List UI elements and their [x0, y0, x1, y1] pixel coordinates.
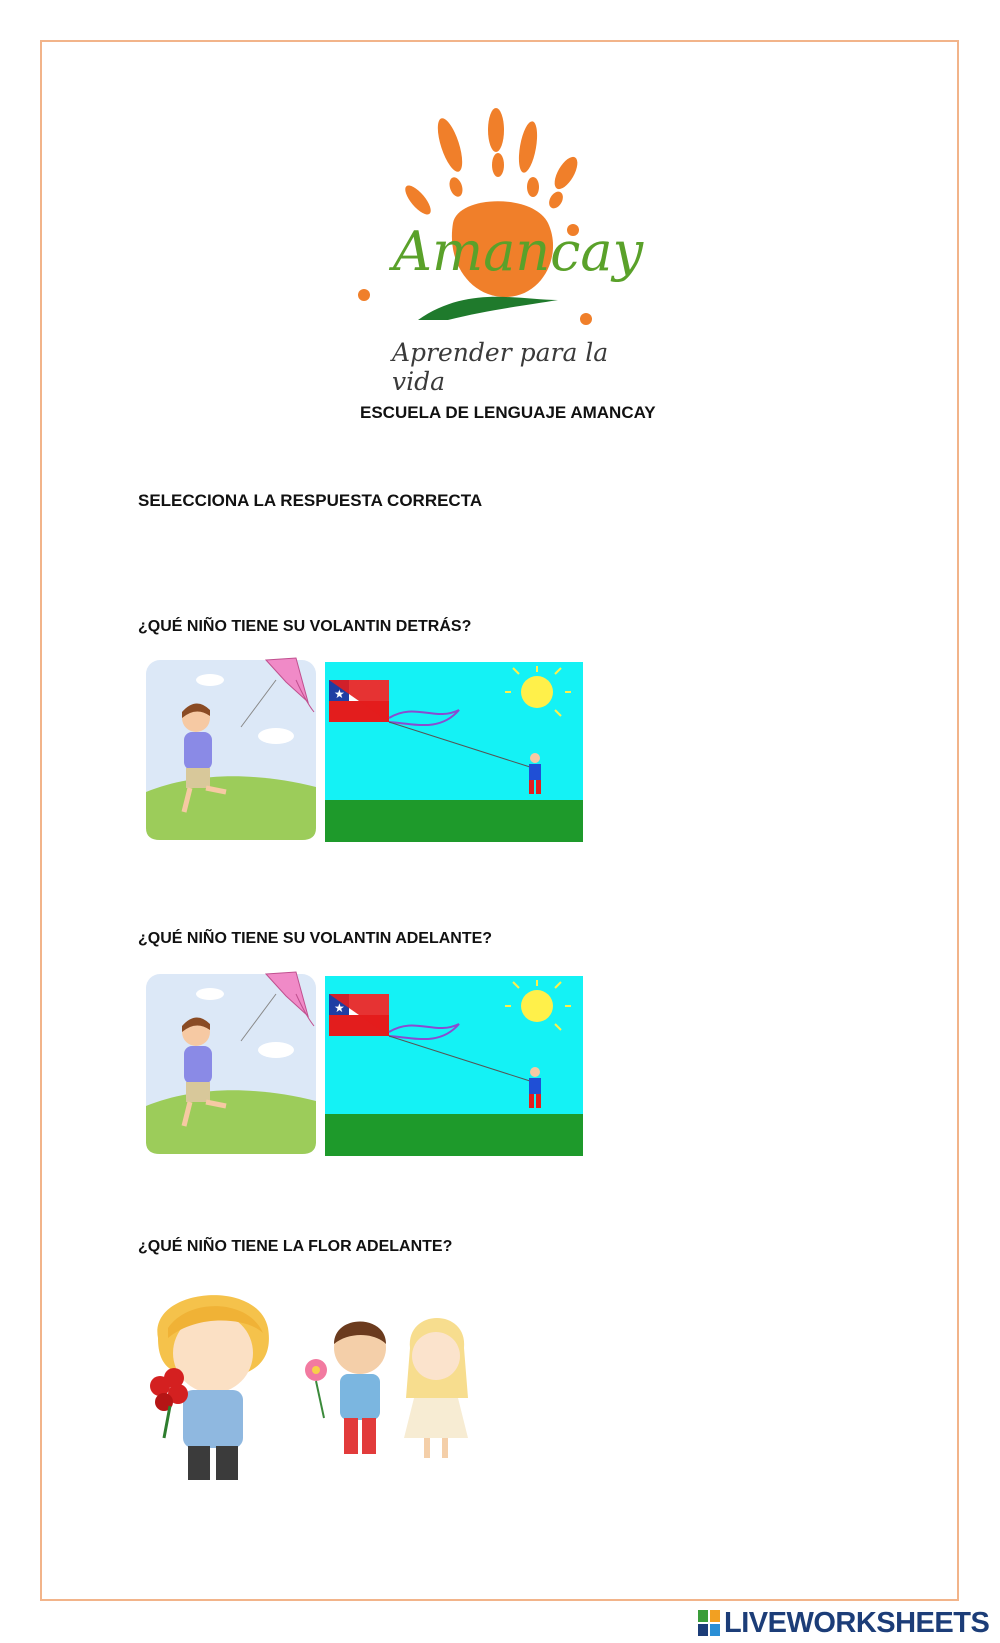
- school-name: ESCUELA DE LENGUAJE AMANCAY: [360, 403, 656, 422]
- liveworksheets-brand-text: LIVEWORKSHEETS: [724, 1606, 990, 1639]
- instruction-text: SELECCIONA LA RESPUESTA CORRECTA: [138, 491, 483, 510]
- boy-with-chilean-kite-image[interactable]: [325, 662, 583, 842]
- question-2-text: ¿QUÉ NIÑO TIENE SU VOLANTIN ADELANTE?: [138, 930, 493, 947]
- boy-with-flower-image: [305, 1322, 386, 1455]
- question-3-text: ¿QUÉ NIÑO TIENE LA FLOR ADELANTE?: [138, 1238, 453, 1255]
- liveworksheets-mark-icon: [698, 1610, 720, 1636]
- svg-text:★: ★: [334, 1001, 345, 1015]
- svg-text:★: ★: [334, 687, 345, 701]
- liveworksheets-logo: [698, 1606, 989, 1640]
- boy-with-chilean-kite-image[interactable]: [325, 976, 583, 1156]
- girl-with-kite-image[interactable]: [146, 652, 324, 844]
- children-with-flower-image[interactable]: [138, 1278, 558, 1493]
- logo-brand-text: Amancay: [393, 220, 644, 283]
- girl-with-kite-image[interactable]: [146, 966, 324, 1158]
- boy-with-roses-image: [150, 1295, 269, 1480]
- logo-tagline: Aprender para la vida: [392, 338, 609, 396]
- question-1-text: ¿QUÉ NIÑO TIENE SU VOLANTIN DETRÁS?: [138, 618, 472, 635]
- hand-print-icon: [358, 108, 592, 325]
- girl-image: [404, 1318, 468, 1458]
